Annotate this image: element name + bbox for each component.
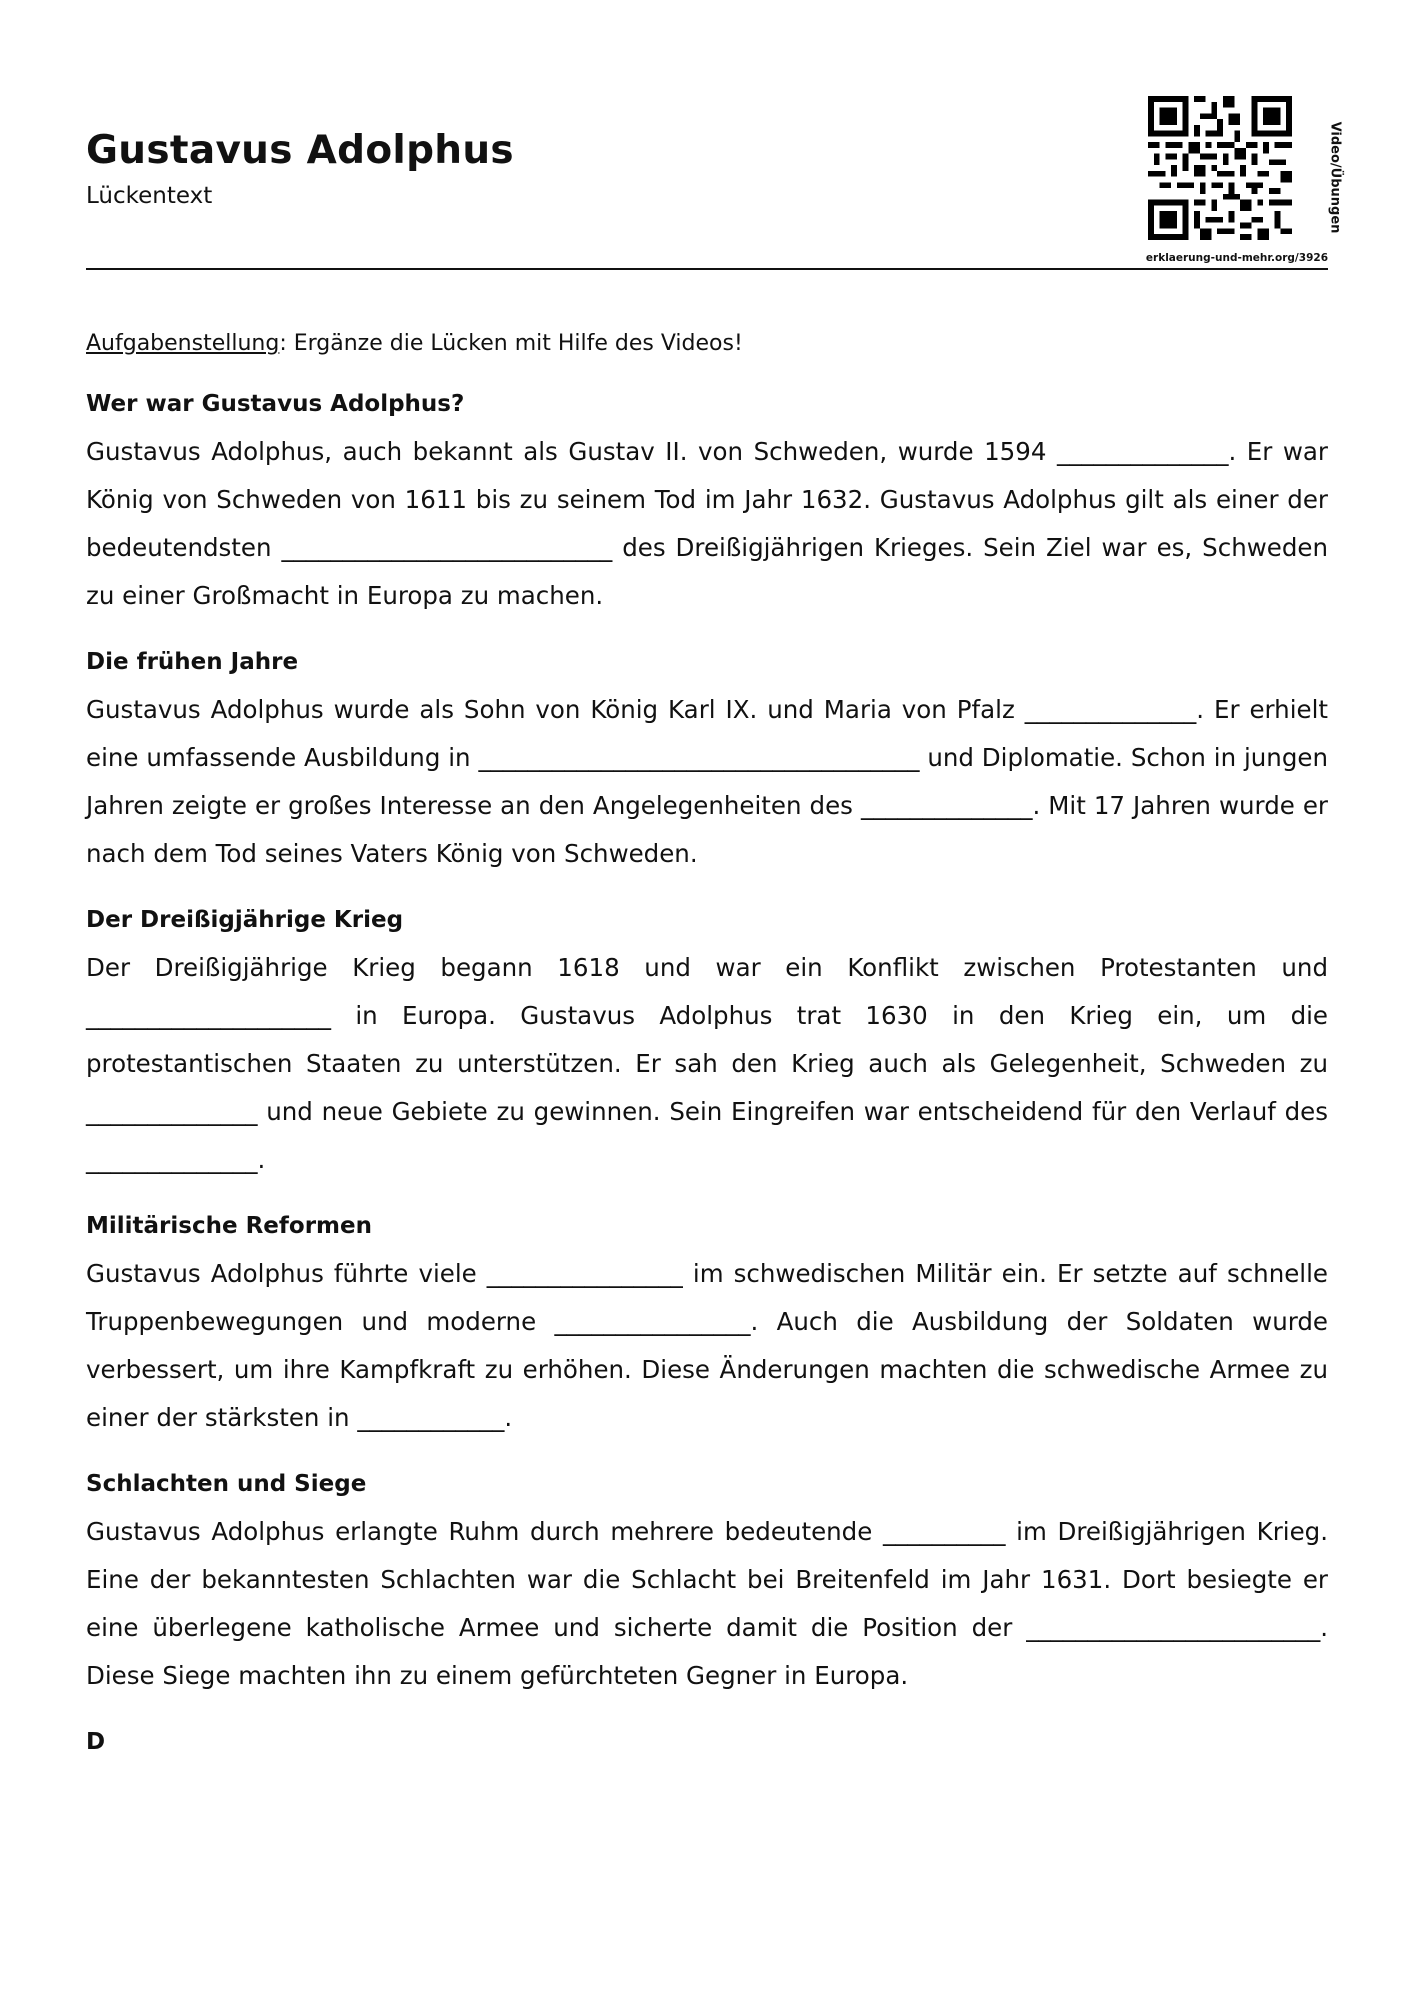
- section-text: Gustavus Adolphus erlangte Ruhm durch mehrere bedeutende __________ im Dreißigjährigen Krieg. Eine der bekanntesten Schlachten war die Schlacht bei Breitenfeld im Jahr 1631. Dort besiegte er eine überlegene katholische Armee und sicherte damit die Position der ________________________. Diese Siege machten ihn zu einem gefürchteten Gegner in Europa.: [86, 1517, 1328, 1690]
- section-text: Der Dreißigjährige Krieg begann 1618 und war ein Konflikt zwischen Protestanten und ____________________ in Europa. Gustavus Adolphus trat 1630 in den Krieg ein, um die protestantischen Staaten zu unterstützen. Er sah den Krieg auch als Gelegenheit, Schweden zu ______________ und neue Gebiete zu gewinnen. Sein Eingreifen war entscheidend für den Verlauf des ______________.: [86, 953, 1328, 1174]
- section-heading: Schlachten und Siege: [86, 1471, 367, 1497]
- section-text: Gustavus Adolphus, auch bekannt als Gustav II. von Schweden, wurde 1594 ______________. Er war König von Schweden von 1611 bis zu seinem Tod im Jahr 1632. Gustavus Adolphus gilt als einer der bedeutendsten ___________________________ des Dreißigjährigen Krieges. Sein Ziel war es, Schweden zu einer Großmacht in Europa zu machen.: [86, 437, 1328, 610]
- header-divider: [86, 268, 1328, 270]
- section-heading: Wer war Gustavus Adolphus?: [86, 391, 465, 417]
- task-label: Aufgabenstellung: [86, 331, 280, 356]
- section-heading: Militärische Reformen: [86, 1213, 372, 1239]
- task-instruction: [86, 320, 1328, 368]
- section-militaerische-reformen: [86, 1202, 1328, 1442]
- section-text: Gustavus Adolphus führte viele ________________ im schwedischen Militär ein. Er setzte auf schnelle Truppenbewegungen und moderne ________________. Auch die Ausbildung der Soldaten wurde verbessert, um ihre Kampfkraft zu erhöhen. Diese Änderungen machten die schwedische Armee zu einer der stärksten in ____________.: [86, 1259, 1328, 1432]
- page-title: Gustavus Adolphus: [86, 128, 514, 173]
- section-fruehe-jahre: [86, 638, 1328, 878]
- section-schlachten-siege: [86, 1460, 1328, 1700]
- section-dreissigjaehriger-krieg: [86, 896, 1328, 1184]
- page-subtitle: Lückentext: [86, 183, 213, 209]
- task-text: : Ergänze die Lücken mit Hilfe des Videos!: [279, 331, 743, 356]
- source-url[interactable]: erklaerung-und-mehr.org/3926: [1145, 252, 1328, 264]
- worksheet-body: [86, 320, 1328, 1766]
- section-wer-war: [86, 380, 1328, 620]
- qr-label: Video/Übungen: [1327, 121, 1343, 234]
- qr-code: [1145, 96, 1295, 240]
- truncated-heading: D: [86, 1729, 106, 1755]
- section-heading: Die frühen Jahre: [86, 649, 299, 675]
- section-heading: Der Dreißigjährige Krieg: [86, 907, 404, 933]
- section-text: Gustavus Adolphus wurde als Sohn von König Karl IX. und Maria von Pfalz ______________. Er erhielt eine umfassende Ausbildung in ____________________________________ und Diplomatie. Schon in jungen Jahren zeigte er großes Interesse an den Angelegenheiten des ______________. Mit 17 Jahren wurde er nach dem Tod seines Vaters König von Schweden.: [86, 695, 1328, 868]
